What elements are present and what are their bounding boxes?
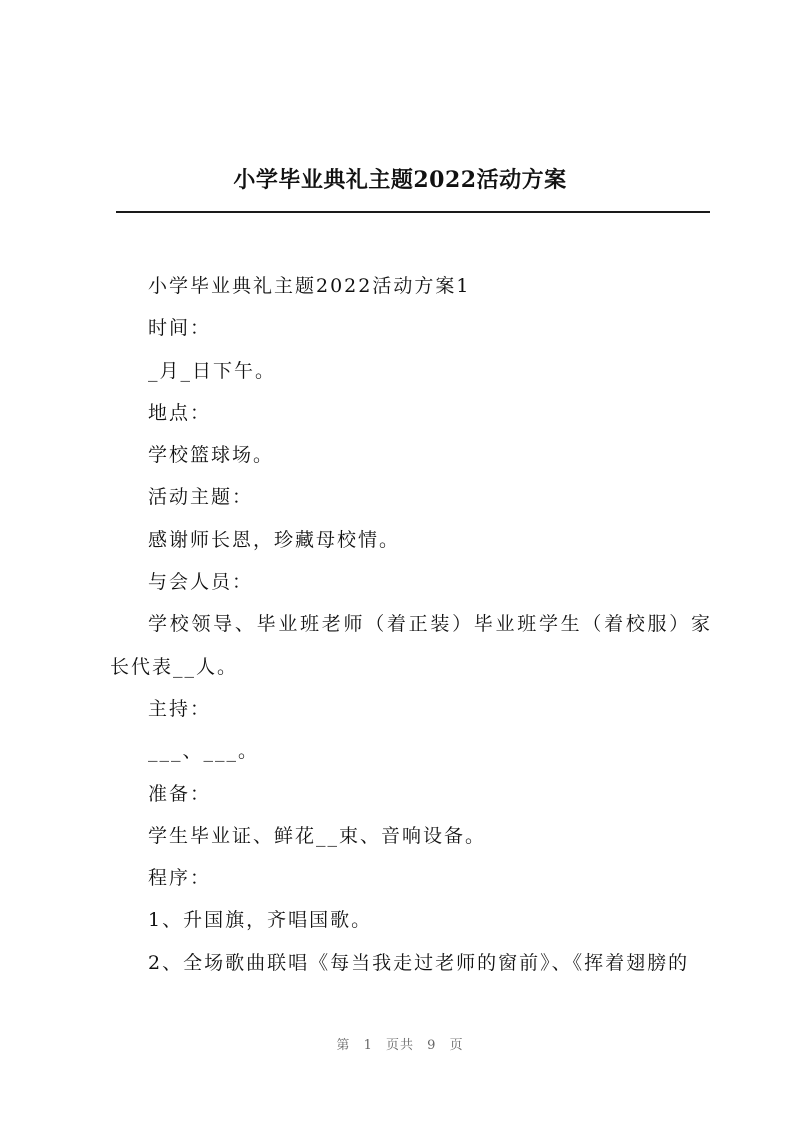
- footer-prefix: 第: [336, 1038, 351, 1053]
- document-body: [110, 265, 712, 984]
- footer-suffix: 页: [449, 1038, 464, 1053]
- paragraph-preparation-value: 学生毕业证、鲜花__束、音响设备。: [148, 824, 487, 847]
- footer-middle: 页共: [385, 1038, 414, 1053]
- document-title: 小学毕业典礼主题2022活动方案: [233, 167, 567, 193]
- footer-current-page: 1: [363, 1038, 373, 1053]
- paragraph-host-value: ___、___。: [148, 740, 260, 763]
- paragraph-procedure-label: 程序：: [148, 867, 212, 890]
- title-divider: [116, 211, 710, 213]
- paragraph-attendees-label: 与会人员：: [148, 571, 254, 594]
- paragraph-procedure-step-2: 2、全场歌曲联唱《每当我走过老师的窗前》、《挥着翅膀的: [148, 951, 690, 974]
- paragraph-heading: 小学毕业典礼主题2022活动方案1: [148, 275, 471, 297]
- paragraph-location-label: 地点：: [148, 401, 212, 424]
- paragraph-theme-label: 活动主题：: [148, 486, 254, 509]
- footer-total-pages: 9: [427, 1038, 437, 1053]
- paragraph-attendees-value: 学校领导、毕业班老师（着正装）毕业班学生（着校服）家长代表__人。: [110, 613, 712, 678]
- paragraph-time-value: _月_日下午。: [148, 359, 277, 382]
- paragraph-procedure-step-1: 1、升国旗，齐唱国歌。: [148, 909, 373, 932]
- paragraph-theme-value: 感谢师长恩，珍藏母校情。: [148, 528, 401, 551]
- paragraph-location-value: 学校篮球场。: [148, 444, 275, 467]
- paragraph-host-label: 主持：: [148, 697, 212, 720]
- paragraph-time-label: 时间：: [148, 317, 212, 340]
- page-footer: [0, 1034, 800, 1053]
- paragraph-preparation-label: 准备：: [148, 782, 212, 805]
